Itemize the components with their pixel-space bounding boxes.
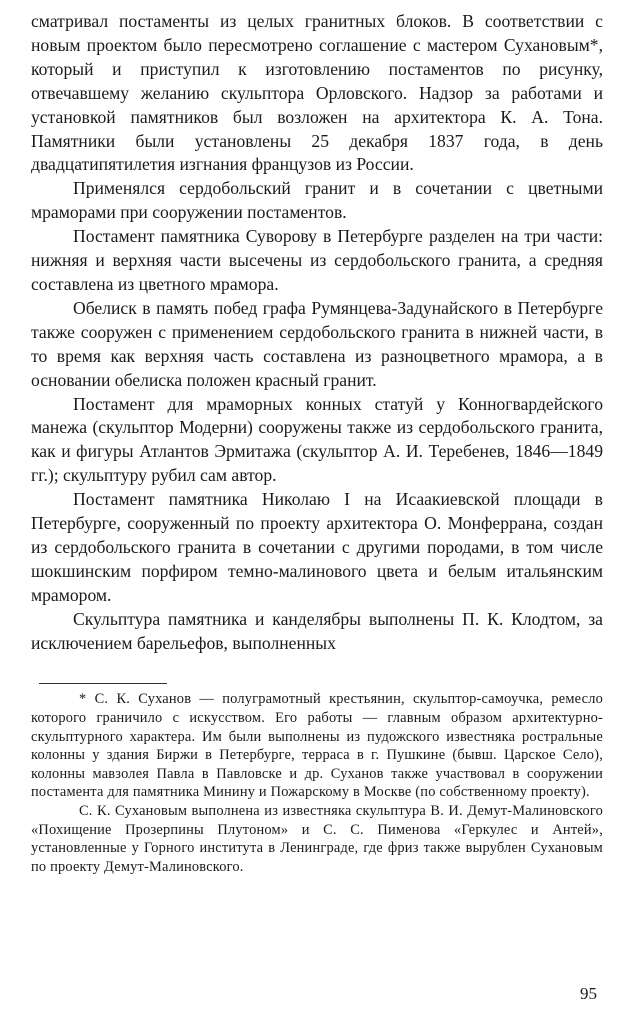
- paragraph: Постамент памятника Суворову в Петербурге разделен на три части: нижняя и верхняя части высечены из сердобольского гранита, а средняя составлена из цветного мрамора.: [31, 226, 603, 294]
- footnote: * С. К. Суханов — полуграмотный крестьянин, скульптор-самоучка, ремесло которого граничило с искусством. Его работы — главным образом архитектурно-скульптурного характера. Им были выполнены из пудожского известняка ростральные колонны у здания Биржи в Петербурге, терраса в г. Пушкине (бывш. Царское Село), колонны мавзолея Павла в Павловске и др. Суханов также участвовал в сооружении постамента для памятника Минину и Пожарскому в Москве (по собственному проекту).: [31, 691, 603, 801]
- footnotes: [31, 690, 603, 876]
- book-page: [31, 10, 603, 876]
- page-number: 95: [580, 984, 597, 1003]
- paragraph: Скульптура памятника и канделябры выполнены П. К. Клодтом, за исключением барельефов, выполненных: [31, 608, 603, 653]
- paragraph: Постамент для мраморных конных статуй у Конногвардейского манежа (скульптор Модерни) сооружены также из сердобольского гранита, как и фигуры Атлантов Эрмитажа (скульптор А. И. Теребенев, 1846—1849 гг.); скульптуру рубил сам автор.: [31, 393, 603, 486]
- paragraph: Обелиск в память побед графа Румянцева-Задунайского в Петербурге также сооружен с применением сердобольского гранита в нижней части, в то время как верхняя часть составлена из разноцветного мрамора, а в основании обелиска положен красный гранит.: [31, 297, 603, 390]
- footnote-divider: [39, 683, 167, 684]
- paragraph: Применялся сердобольский гранит и в сочетании с цветными мраморами при сооружении постаментов.: [31, 178, 603, 223]
- paragraph: сматривал постаменты из целых гранитных блоков. В соответствии с новым проектом было пересмотрено соглашение с мастером Сухановым*, который и приступил к изготовлению постаментов по рисунку, отвечавшему желанию скульптора Орловского. Надзор за работами и установкой памятников был возложен на архитектора К. А. Тона. Памятники были установлены 25 декабря 1837 года, в день двадцатипятилетия изгнания французов из России.: [31, 11, 603, 175]
- footnote: С. К. Сухановым выполнена из известняка скульптура В. И. Демут-Малиновского «Похищение Прозерпины Плутоном» и С. С. Пименова «Геркулес и Антей», установленные у Горного института в Ленинграде, где фриз также вырублен Сухановым по проекту Демут-Малиновского.: [31, 803, 603, 875]
- paragraph: Постамент памятника Николаю I на Исаакиевской площади в Петербурге, сооруженный по проекту архитектора О. Монферрана, создан из сердобольского гранита в сочетании с другими породами, в том числе шокшинским порфиром темно-малинового цвета и белым итальянским мрамором.: [31, 489, 603, 605]
- main-text: [31, 10, 603, 655]
